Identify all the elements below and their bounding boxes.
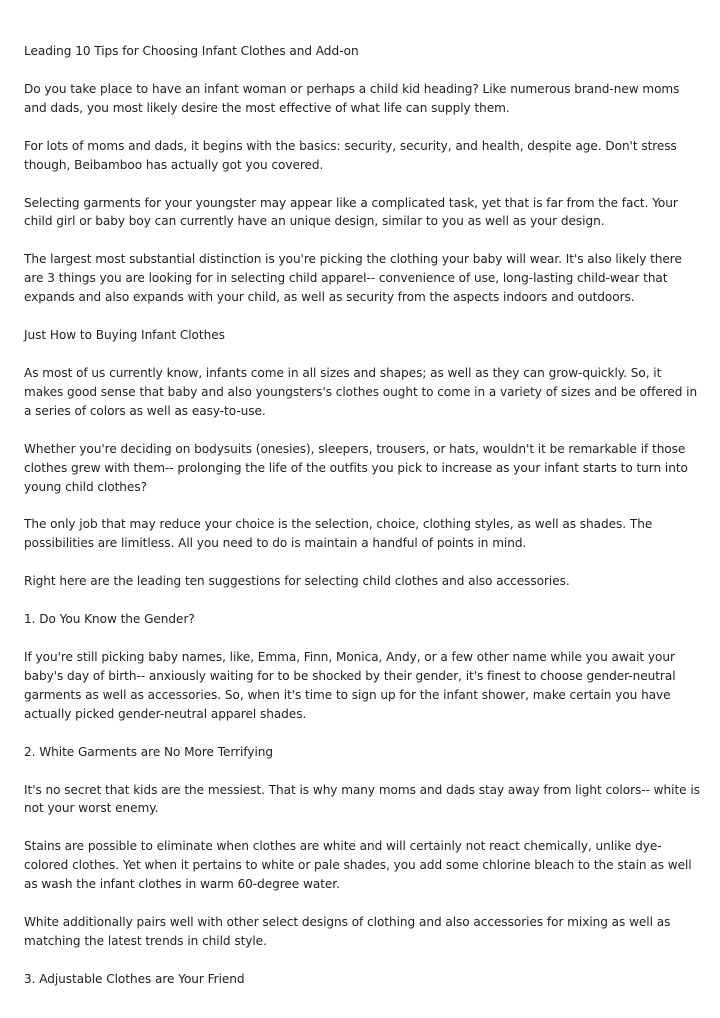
paragraph: White additionally pairs well with other select designs of clothing and also accessories for mixing as well as matching the latest trends in child style.	[24, 915, 671, 948]
paragraph: Whether you're deciding on bodysuits (onesies), sleepers, trousers, or hats, wouldn't it be remarkable if those clothes grew with them-- prolonging the life of the outfits you pick to increase as your infant starts to turn into young child clothes?	[24, 441, 688, 494]
section-heading: 3. Adjustable Clothes are Your Friend	[24, 971, 245, 986]
paragraph: Stains are possible to eliminate when clothes are white and will certainly not react chemically, unlike dye-colored clothes. Yet when it pertains to white or pale shades, you add some chlorine bleach to the stain as well as wash the infant clothes in warm 60-degree water.	[24, 839, 692, 892]
section-heading: 2. White Garments are No More Terrifying	[24, 744, 273, 759]
paragraph: It's no secret that kids are the messiest. That is why many moms and dads stay away from light colors-- white is not your worst enemy.	[24, 782, 700, 816]
document-title: Leading 10 Tips for Choosing Infant Clothes and Add-on	[24, 44, 359, 58]
paragraph: Selecting garments for your youngster may appear like a complicated task, yet that is far from the fact. Your child girl or baby boy can currently have an unique design, similar to you as well as your design.	[24, 195, 678, 229]
section-heading: Just How to Buying Infant Clothes	[24, 328, 225, 343]
paragraph: Do you take place to have an infant woman or perhaps a child kid heading? Like numerous brand-new moms and dads, you most likely desire the most effective of what life can supply them.	[24, 81, 680, 115]
paragraph: Right here are the leading ten suggestions for selecting child clothes and also accessories.	[24, 574, 570, 589]
paragraph: The largest most substantial distinction is you're picking the clothing your baby will wear. It's also likely there are 3 things you are looking for in selecting child apparel-- convenience of use, long-lasting child-wear that expands and also expands with your child, as well as security from the aspects indoors and outdoors.	[24, 252, 682, 305]
paragraph: As most of us currently know, infants come in all sizes and shapes; as well as they can grow-quickly. So, it makes good sense that baby and also youngsters's clothes ought to come in a variety of sizes and be offered in a series of colors as well as easy-to-use.	[24, 365, 698, 418]
section-heading: 1. Do You Know the Gender?	[24, 612, 195, 627]
paragraph: The only job that may reduce your choice is the selection, choice, clothing styles, as well as shades. The possibilities are limitless. All you need to do is maintain a handful of points in mind.	[24, 517, 653, 551]
paragraph: For lots of moms and dads, it begins with the basics: security, security, and health, despite age. Don't stress though, Beibamboo has actually got you covered.	[24, 138, 677, 172]
paragraph: If you're still picking baby names, like, Emma, Finn, Monica, Andy, or a few other name while you await your baby's day of birth-- anxiously waiting for to be shocked by their gender, it's finest to choose gender-neutral garments as well as accessories. So, when it's time to sign up for the infant shower, make certain you have actually picked gender-neutral apparel shades.	[24, 650, 676, 721]
document-page	[24, 42, 700, 1008]
